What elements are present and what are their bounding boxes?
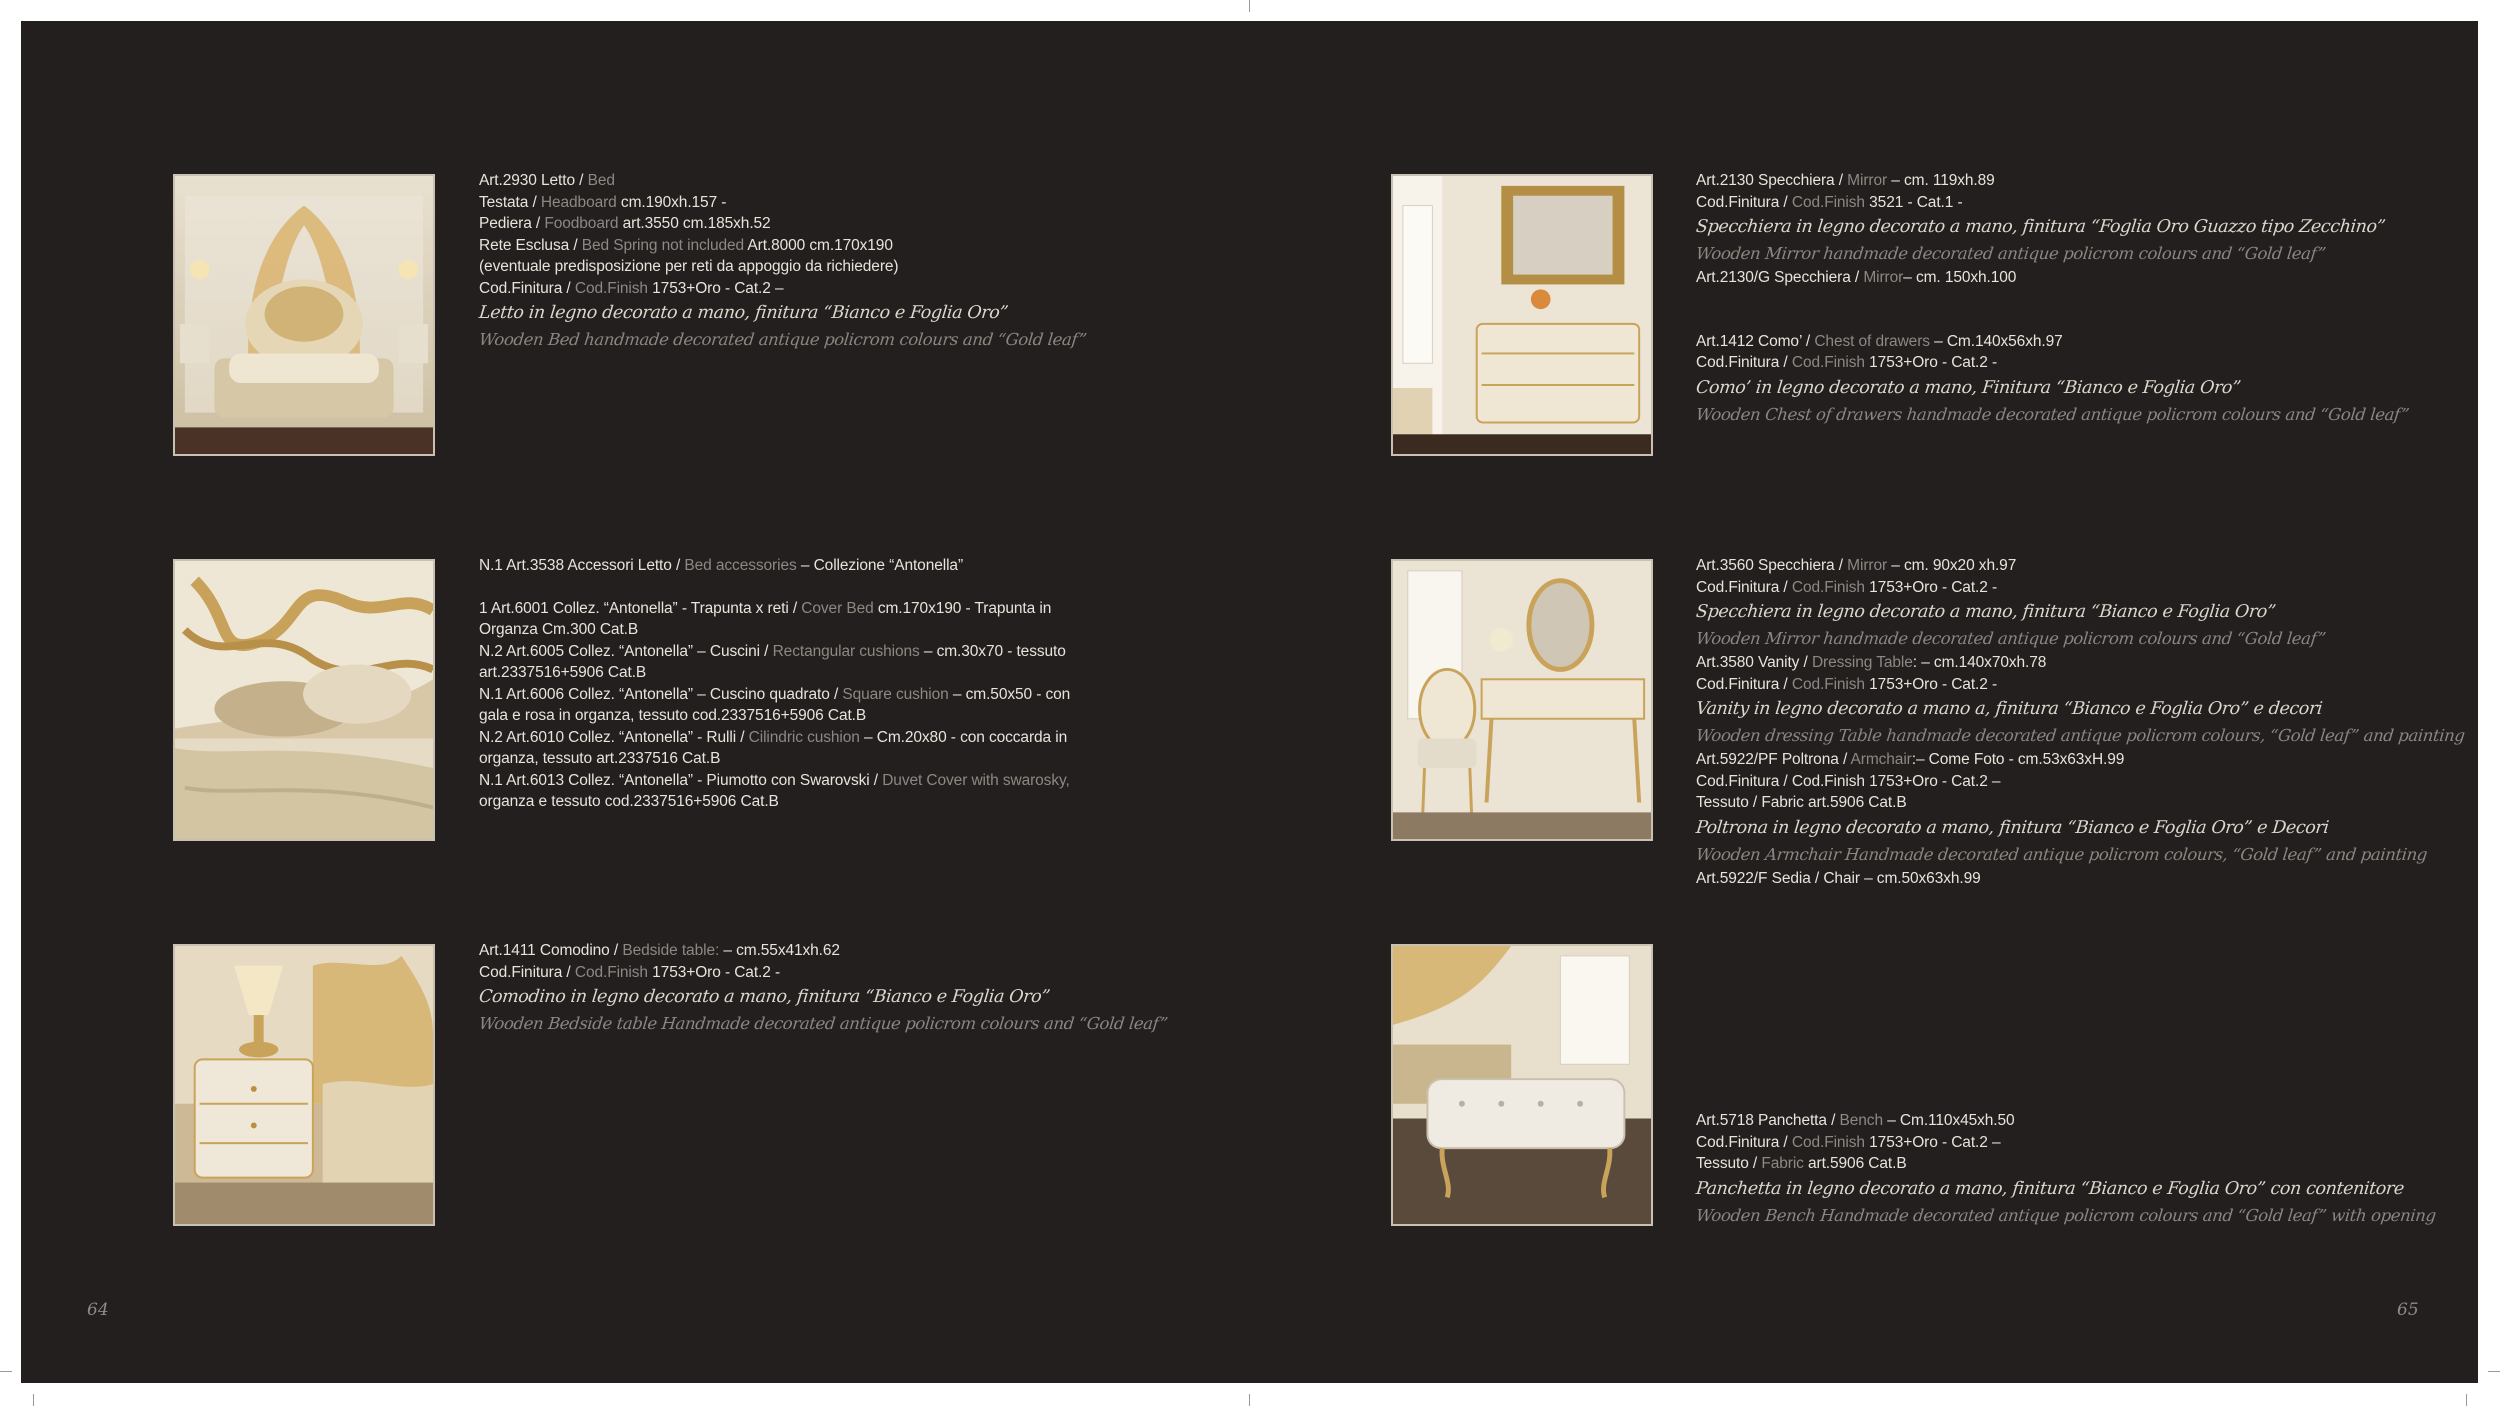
spec-text: 1753+Oro - Cat.2 – xyxy=(1864,1133,2001,1151)
spec-line xyxy=(479,962,1168,984)
english-description: Wooden Bed handmade decorated antique policrom colours and “Gold leaf” xyxy=(478,330,1088,349)
spec-text: organza, tessuto art.2337516 Cat.B xyxy=(479,750,721,767)
spec-line xyxy=(479,684,1070,706)
english-term: Bench xyxy=(1839,1112,1883,1129)
spec-text: Art.1412 Como’ / xyxy=(1696,332,1815,350)
spec-text: Rete Esclusa / xyxy=(479,236,582,254)
spec-line xyxy=(1696,331,2409,353)
spec-line xyxy=(1696,749,2465,771)
spec-text: organza e tessuto cod.2337516+5906 Cat.B xyxy=(479,793,779,810)
english-term: Cod.Finish xyxy=(1791,578,1865,596)
spec-line xyxy=(479,555,1070,577)
spec-text: Cod.Finitura / xyxy=(1696,193,1792,211)
page-number-left: 64 xyxy=(87,1300,109,1320)
italian-description: Poltrona in legno decorato a mano, finitura “Bianco e Foglia Oro” e Decori xyxy=(1694,817,2330,838)
spec-line xyxy=(479,748,1070,770)
english-term: Mirror xyxy=(1847,172,1888,189)
product-text-bench xyxy=(1696,1110,2436,1229)
english-term: Headboard xyxy=(540,193,617,211)
spec-line xyxy=(479,727,1070,749)
spec-text: Art.1411 Comodino / xyxy=(479,942,623,959)
bed-accessories-photo xyxy=(173,559,435,841)
spec-text: – Collezione “Antonella” xyxy=(796,557,964,574)
english-description: Wooden dressing Table handmade decorated antique policrom colours, “Gold leaf” and painting xyxy=(1695,726,2466,745)
page-number-right: 65 xyxy=(2397,1300,2419,1320)
spec-text: 1753+Oro - Cat.2 - xyxy=(1864,578,1998,596)
italian-description: Specchiera in legno decorato a mano, finitura “Foglia Oro Guazzo tipo Zecchino” xyxy=(1694,217,2387,237)
spec-line xyxy=(1696,192,2409,214)
spec-text: art.5906 Cat.B xyxy=(1803,1155,1907,1172)
spec-text: – cm. 150xh.100 xyxy=(1903,269,2017,286)
spec-text: art.2337516+5906 Cat.B xyxy=(479,664,647,681)
spec-text: – cm. 119xh.89 xyxy=(1887,172,1995,189)
bedside-table-photo xyxy=(173,944,435,1226)
bench-photo xyxy=(1391,944,1653,1226)
crop-mark xyxy=(33,1394,34,1406)
spec-text: 3521 - Cat.1 - xyxy=(1864,193,1963,211)
spec-text: (eventuale predisposizione per reti da appoggio da richiedere) xyxy=(479,258,899,275)
crop-mark xyxy=(1249,0,1250,12)
spec-text: :– Come Foto - cm.53x63xH.99 xyxy=(1911,751,2125,768)
spec-text: Art.2930 Letto / xyxy=(479,172,588,189)
spec-text: Cod.Finitura / xyxy=(479,963,575,981)
spec-line xyxy=(479,791,1070,813)
spec-text: Art.3560 Specchiera / xyxy=(1696,557,1848,574)
spec-line xyxy=(1696,1132,2436,1154)
spec-line xyxy=(1696,170,2409,192)
english-term: Cod.Finish xyxy=(574,963,648,981)
spec-text: Cod.Finitura / Cod.Finish 1753+Oro - Cat.2 – xyxy=(1696,772,2001,790)
english-term: Square cushion xyxy=(842,685,949,703)
english-term: Chest of drawers xyxy=(1814,332,1930,350)
product-text-mirror-chest xyxy=(1696,170,2409,428)
line-gap xyxy=(1696,310,2409,331)
spec-text: Pediera / xyxy=(479,215,545,232)
italian-description: Specchiera in legno decorato a mano, finitura “Bianco e Foglia Oro” xyxy=(1694,602,2277,622)
spec-text: Art.3580 Vanity / xyxy=(1696,654,1812,671)
english-term: Bed accessories xyxy=(684,557,797,574)
english-term: Cod.Finish xyxy=(1791,675,1865,693)
spec-text: Organza Cm.300 Cat.B xyxy=(479,621,639,638)
spec-line xyxy=(479,662,1070,684)
english-term: Cod.Finish xyxy=(1791,1133,1865,1151)
spec-text: – Cm.110x45xh.50 xyxy=(1882,1112,2015,1129)
crop-mark xyxy=(2488,1371,2500,1372)
spec-text: 1753+Oro - Cat.2 - xyxy=(1864,675,1998,693)
spec-line xyxy=(479,619,1070,641)
spec-text: 1753+Oro - Cat.2 – xyxy=(647,279,784,297)
italian-description: Letto in legno decorato a mano, finitura “Bianco e Foglia Oro” xyxy=(477,303,1009,323)
italian-description: Panchetta in legno decorato a mano, finitura “Bianco e Foglia Oro” con contenitore xyxy=(1694,1178,2405,1199)
english-term: Cover Bed xyxy=(801,599,874,617)
spec-text: – cm.30x70 - tessuto xyxy=(919,642,1066,660)
spec-text: – Cm.140x56xh.97 xyxy=(1929,332,2063,350)
spec-text: N.1 Art.6006 Collez. “Antonella” – Cuscino quadrato / xyxy=(479,685,843,703)
spec-line xyxy=(479,940,1168,962)
english-term: Bedside table: xyxy=(622,942,720,959)
english-term: Rectangular cushions xyxy=(772,642,920,660)
spec-text: N.1 Art.6013 Collez. “Antonella” - Piumotto con Swarovski / xyxy=(479,771,883,789)
english-term: Cilindric cushion xyxy=(748,728,860,746)
spec-text: Art.8000 cm.170x190 xyxy=(744,236,893,254)
english-description: Wooden Armchair Handmade decorated antique policrom colours, “Gold leaf” and painting xyxy=(1695,844,2429,864)
spec-text: gala e rosa in organza, tessuto cod.2337516+5906 Cat.B xyxy=(479,707,867,724)
spec-text: Art.5922/F Sedia / Chair – cm.50x63xh.99 xyxy=(1696,869,1981,887)
spec-text: Cod.Finitura / xyxy=(1696,578,1792,596)
spec-text: cm.190xh.157 - xyxy=(616,193,727,211)
crop-mark xyxy=(1249,1394,1250,1406)
english-term: Bed Spring not included xyxy=(581,236,745,254)
spec-line xyxy=(1696,555,2465,577)
spec-text: Cod.Finitura / xyxy=(1696,354,1792,371)
spec-line xyxy=(479,256,1086,278)
spec-text: – cm.50x50 - con xyxy=(948,685,1071,703)
english-term: Duvet Cover with swarosky, xyxy=(882,771,1070,789)
spec-text: – cm.55x41xh.62 xyxy=(719,942,840,959)
crop-mark xyxy=(2466,1394,2467,1406)
english-description: Wooden Mirror handmade decorated antique policrom colours and “Gold leaf” xyxy=(1695,629,2327,648)
english-term: Mirror xyxy=(1863,269,1904,286)
italian-description: Como’ in legno decorato a mano, Finitura “Bianco e Foglia Oro” xyxy=(1694,377,2242,398)
spec-line xyxy=(1696,652,2465,674)
english-description: Wooden Bench Handmade decorated antique policrom colours and “Gold leaf” with opening xyxy=(1695,1205,2437,1225)
spec-line xyxy=(1696,674,2465,696)
spec-line xyxy=(479,192,1086,214)
spec-text: Cod.Finitura / xyxy=(479,279,575,297)
spec-text: N.2 Art.6005 Collez. “Antonella” – Cuscini / xyxy=(479,642,773,660)
spec-line xyxy=(1696,352,2409,374)
product-text-vanity xyxy=(1696,555,2465,889)
spec-text: Testata / xyxy=(479,193,541,211)
english-term: Cod.Finish xyxy=(574,279,648,297)
spec-text: cm.170x190 - Trapunta in xyxy=(873,599,1052,617)
spec-line xyxy=(1696,792,2465,814)
vanity-photo xyxy=(1391,559,1653,841)
spec-line xyxy=(479,705,1070,727)
spec-text: Tessuto / Fabric art.5906 Cat.B xyxy=(1696,794,1907,811)
spec-text: art.3550 cm.185xh.52 xyxy=(618,215,771,232)
product-text-bedside-table xyxy=(479,940,1168,1037)
spec-line xyxy=(1696,1153,2436,1175)
english-description: Wooden Chest of drawers handmade decorated antique policrom colours and “Gold leaf” xyxy=(1695,404,2411,424)
english-term: Foodboard xyxy=(544,215,619,232)
spec-line xyxy=(479,641,1070,663)
spec-line xyxy=(479,170,1086,192)
spec-text: Cod.Finitura / xyxy=(1696,675,1792,693)
spec-text: N.1 Art.3538 Accessori Letto / xyxy=(479,557,685,574)
spec-line xyxy=(479,598,1070,620)
spec-text: Art.5922/PF Poltrona / xyxy=(1696,751,1851,768)
english-description: Wooden Bedside table Handmade decorated antique policrom colours and “Gold leaf” xyxy=(478,1014,1169,1033)
spec-text: 1753+Oro - Cat.2 - xyxy=(647,963,781,981)
mirror-chest-photo xyxy=(1391,174,1653,456)
english-term: Mirror xyxy=(1847,557,1888,574)
spec-text: Art.2130/G Specchiera / xyxy=(1696,269,1864,286)
english-term: Fabric xyxy=(1761,1155,1804,1172)
english-term: Dressing Table xyxy=(1811,654,1913,671)
english-term: Cod.Finish xyxy=(1791,193,1865,211)
spec-line xyxy=(479,278,1086,300)
spec-line xyxy=(1696,1110,2436,1132)
spec-text: Art.2130 Specchiera / xyxy=(1696,172,1848,189)
italian-description: Vanity in legno decorato a mano a, finitura “Bianco e Foglia Oro” e decori xyxy=(1694,699,2324,719)
spec-text: Tessuto / xyxy=(1696,1155,1762,1172)
crop-mark xyxy=(0,1371,12,1372)
spec-line xyxy=(1696,771,2465,793)
spec-text: Art.5718 Panchetta / xyxy=(1696,1112,1840,1129)
spec-text: N.2 Art.6010 Collez. “Antonella” - Rulli / xyxy=(479,728,749,746)
english-term: Bed xyxy=(587,172,615,189)
spec-text: 1 Art.6001 Collez. “Antonella” - Trapunta x reti / xyxy=(479,599,802,617)
english-term: Cod.Finish xyxy=(1791,354,1865,371)
spec-line xyxy=(479,235,1086,257)
spec-line xyxy=(1696,868,2465,890)
product-text-bed-accessories xyxy=(479,555,1070,813)
line-gap xyxy=(479,577,1070,598)
spec-text: 1753+Oro - Cat.2 - xyxy=(1864,354,1998,371)
english-description: Wooden Mirror handmade decorated antique policrom colours and “Gold leaf” xyxy=(1695,244,2327,263)
spec-text: – cm. 90x20 xh.97 xyxy=(1887,557,2017,574)
product-text-bed xyxy=(479,170,1086,353)
spec-text: Cod.Finitura / xyxy=(1696,1133,1792,1151)
english-term: Armchair xyxy=(1850,751,1912,768)
spec-line xyxy=(479,213,1086,235)
bed-photo xyxy=(173,174,435,456)
spec-line xyxy=(1696,267,2409,289)
spec-text: – Cm.20x80 - con coccarda in xyxy=(859,728,1068,746)
italian-description: Comodino in legno decorato a mano, finitura “Bianco e Foglia Oro” xyxy=(477,987,1051,1007)
spec-line xyxy=(1696,577,2465,599)
spec-text: : – cm.140x70xh.78 xyxy=(1912,654,2047,671)
line-gap xyxy=(1696,289,2409,310)
spec-line xyxy=(479,770,1070,792)
